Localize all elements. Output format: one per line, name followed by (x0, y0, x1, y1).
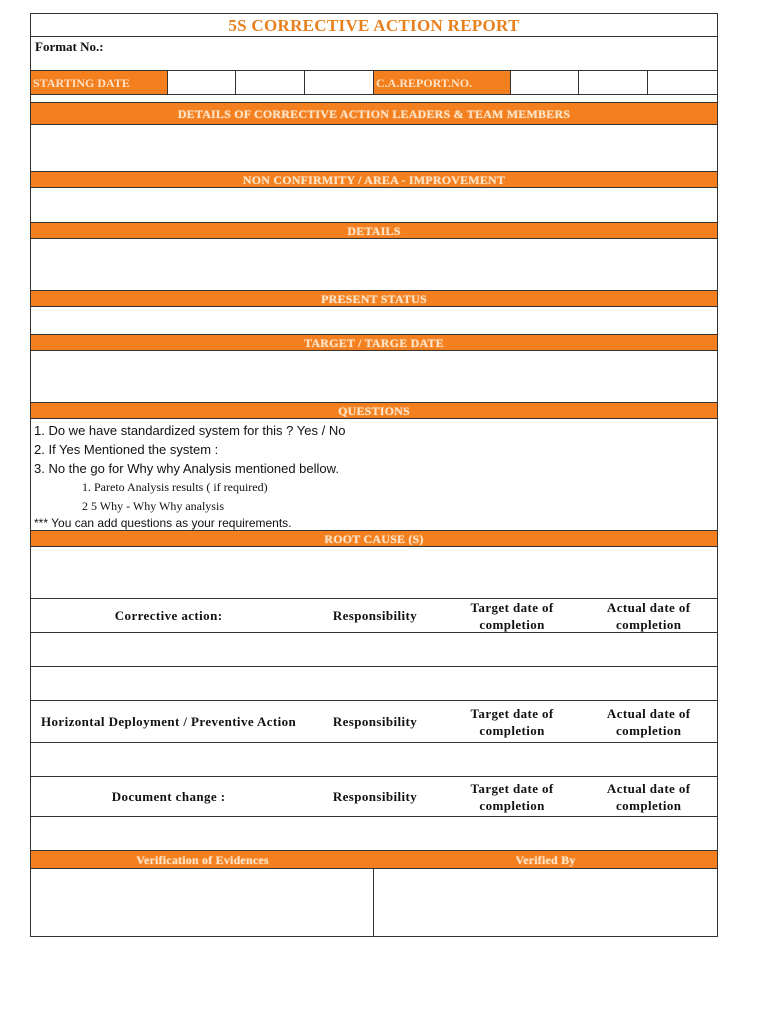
details-field[interactable] (30, 239, 718, 291)
starting-date-cell-1[interactable] (168, 71, 237, 94)
verification-field[interactable] (31, 869, 374, 936)
format-number-field[interactable] (30, 37, 718, 71)
ca-report-number-label: C.A.REPORT.NO. (374, 71, 511, 94)
header-info-row (30, 71, 718, 95)
section-header-details: DETAILS (30, 223, 718, 239)
corrective-actual-date-label: Actual date of completion (606, 599, 691, 632)
question-3-sub-1: 1. Pareto Analysis results ( if required) (82, 480, 268, 494)
document-change-row[interactable] (30, 817, 718, 851)
ca-report-number-cell-3[interactable] (648, 71, 717, 94)
ca-report-number-cell-2[interactable] (579, 71, 648, 94)
section-header-root-cause: ROOT CAUSE (S) (30, 531, 718, 547)
corrective-action-header (30, 599, 718, 633)
questions-block (30, 419, 718, 531)
corrective-action-row-1[interactable] (30, 633, 718, 667)
verified-by-field[interactable] (374, 869, 717, 936)
format-number-label: Format No.: (35, 39, 104, 54)
corrective-target-date-label: Target date of completion (470, 599, 554, 632)
document-actual-date-label: Actual date of completion (606, 780, 691, 813)
horizontal-deployment-header (30, 701, 718, 743)
nonconformity-field[interactable] (30, 188, 718, 223)
horizontal-actual-date-label: Actual date of completion (606, 705, 691, 738)
target-field[interactable] (30, 351, 718, 403)
corrective-responsibility-label: Responsibility (332, 608, 418, 623)
verified-by-label: Verified By (515, 853, 576, 867)
question-3-sub-2: 2 5 Why - Why Why analysis (82, 499, 224, 513)
starting-date-cell-3[interactable] (305, 71, 374, 94)
corrective-action-label: Corrective action: (114, 608, 223, 623)
question-2: 2. If Yes Mentioned the system : (34, 442, 219, 457)
verification-label: Verification of Evidences (136, 853, 269, 867)
document-target-date-label: Target date of completion (470, 780, 554, 813)
question-1: 1. Do we have standardized system for this ? Yes / No (34, 423, 346, 438)
question-3: 3. No the go for Why why Analysis mentioned bellow. (34, 461, 339, 476)
document-responsibility-label: Responsibility (332, 789, 418, 804)
verification-header (30, 851, 718, 869)
horizontal-responsibility-label: Responsibility (332, 714, 418, 729)
section-header-questions: QUESTIONS (30, 403, 718, 419)
corrective-action-row-2[interactable] (30, 667, 718, 701)
questions-note: *** You can add questions as your requirements. (34, 516, 292, 530)
present-status-field[interactable] (30, 307, 718, 335)
section-header-target: TARGET / TARGE DATE (30, 335, 718, 351)
document-change-label: Document change : (111, 789, 226, 804)
starting-date-cell-2[interactable] (236, 71, 305, 94)
document-change-header (30, 777, 718, 817)
starting-date-label: STARTING DATE (31, 71, 168, 94)
section-header-nonconformity: NON CONFIRMITY / AREA - IMPROVEMENT (30, 172, 718, 188)
ca-report-number-cell-1[interactable] (511, 71, 580, 94)
section-header-present-status: PRESENT STATUS (30, 291, 718, 307)
root-cause-field[interactable] (30, 547, 718, 599)
section-header-leaders: DETAILS OF CORRECTIVE ACTION LEADERS & TEAM MEMBERS (30, 103, 718, 125)
horizontal-deployment-label: Horizontal Deployment / Preventive Action (41, 714, 297, 729)
horizontal-deployment-row[interactable] (30, 743, 718, 777)
report-title: 5S CORRECTIVE ACTION REPORT (30, 13, 718, 37)
corrective-action-form (30, 13, 718, 937)
leaders-field[interactable] (30, 125, 718, 172)
verification-row (30, 869, 718, 937)
horizontal-target-date-label: Target date of completion (470, 705, 554, 738)
spacer-row (30, 95, 718, 103)
